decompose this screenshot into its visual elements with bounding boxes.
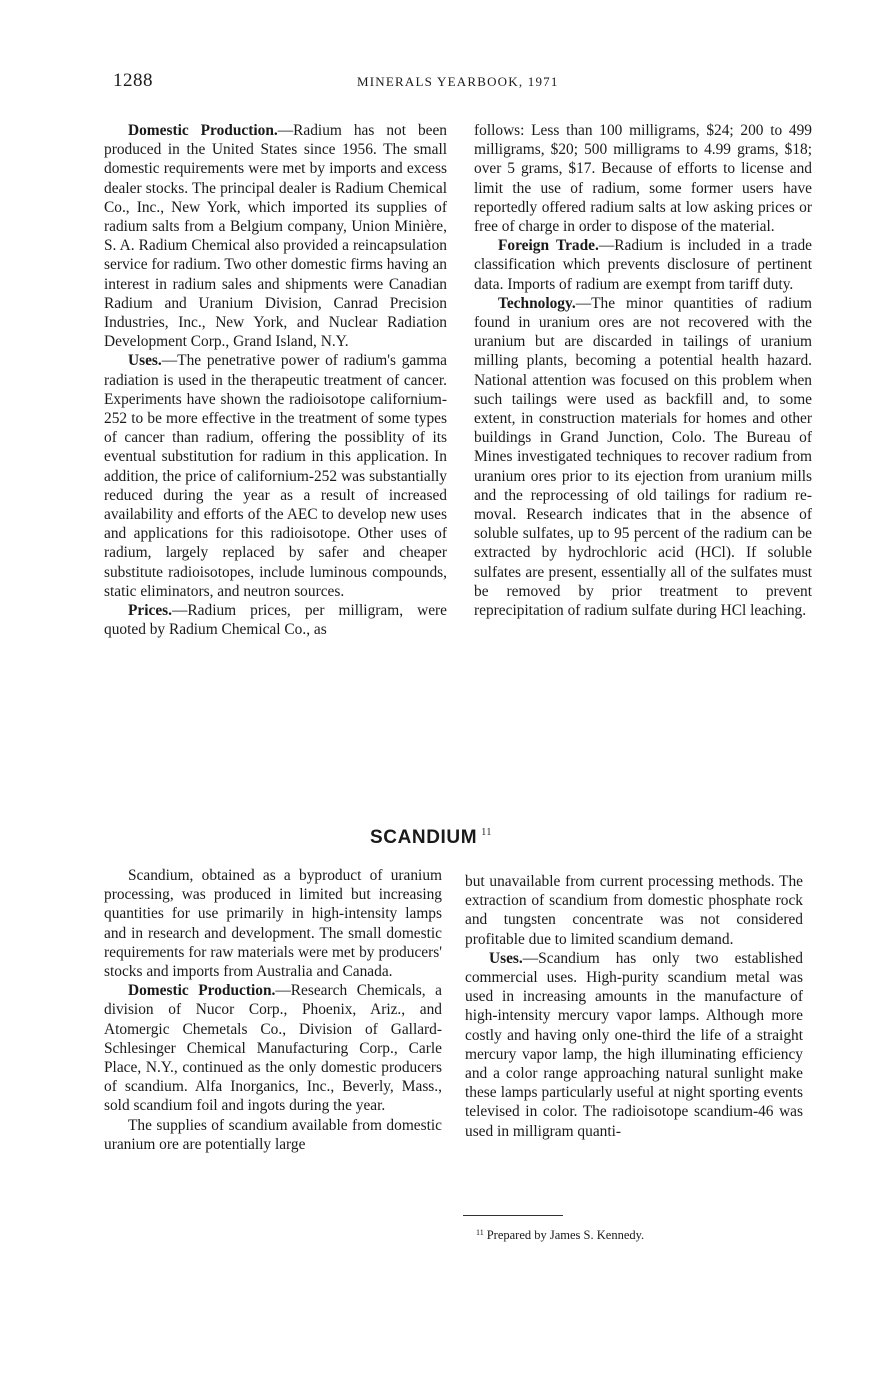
footnote-text: Prepared by James S. Kennedy.: [486, 1228, 645, 1242]
paragraph-text: —The minor quantities of radium found in uranium ores are not recovered with the uranium but are discarded in tailings of uranium milling plants, becoming a potential health hazard. National attention was focused on this problem when such tailings were used as backfill and, to some extent, in construction materials for homes and other buildings in Grand Junction, Colo. The Bureau of Mines investigated techniques to recover radium from uranium ores prior to its ejection from uranium mills and the reprocessing of old tailings for radium removal. Research indicates that in the absence of soluble sulfates, up to 95 percent of the radium can be extracted by hydrochloric acid (HCl). If soluble sulfates are present, essentially all of the sulfates must be removed by prior treatment to prevent reprecipitation of radium sulfate during HCl leaching.: [474, 294, 812, 620]
paragraph-text: —Radium has not been produced in the United States since 1956. The small domestic requirements were met by imports and excess dealer stocks. The principal dealer is Radium Chemical Co., Inc., New York, which imported its supplies of radium salts from a Belgium company, Union Minière, S. A. Radium Chemical also provided a reincapsulation service for radium. Two other domestic firms having an interest in radium sales and shipments were Canadian Radium and Uranium Division, Canrad Precision Industries, Inc., New York, and Nuclear Radiation Development Corp., Grand Island, N.Y.: [104, 122, 447, 351]
run-in-heading: Foreign Trade.: [498, 237, 599, 255]
footnote-reference: 11: [481, 827, 493, 838]
scandium-domestic-production-paragraph: [104, 981, 442, 1115]
footnote-number: 11: [476, 1228, 484, 1237]
radium-prices-paragraph: [104, 601, 447, 639]
run-in-heading: Uses.: [489, 949, 523, 967]
radium-prices-continuation: follows: Less than 100 milligrams, $24; 200 to 499 milligrams, $20; 500 milligrams to 4.99 grams, $18; over 5 grams, $17. Because of efforts to license and limit the use of radium, some former users have reportedly offered radium salts at low asking prices or free of charge in order to dispose of the material.: [474, 122, 812, 236]
footnote-divider: [463, 1215, 563, 1216]
run-in-heading: Domestic Production.: [128, 122, 278, 139]
paragraph-text: —Research Chemicals, a division of Nucor Corp., Phoenix, Ariz., and Atomergic Chemetals Co., Division of Gallard-Schlesinger Chemical Manufacturing Corp., Carle Place, N.Y., continued as the only domestic producers of scandium. Alfa Inorganics, Inc., Beverly, Mass., sold scandium foil and ingots during the year.: [104, 982, 442, 1115]
paragraph-text: —Radium is included in a trade classification which prevents disclosure of pertinent data. Imports of radium are exempt from tariff duty.: [474, 237, 812, 293]
run-in-heading: Technology.: [498, 294, 576, 312]
paragraph-text: —Scandium has only two established commercial uses. High-purity scandium metal was used in increasing amounts in the manufacture of high-intensity mercury vapor lamps. Although more costly and having only one-third the life of a straight mercury vapor lamp, the high illuminating efficiency and a color range approaching natural sunlight make these lamps particularly useful at night sporting events televised in color. The radioisotope scandium-46 was used in milligram quanti-: [465, 949, 803, 1140]
scandium-intro-paragraph: Scandium, obtained as a byproduct of uranium processing, was produced in limited but increasing quantities for use primarily in high-intensity lamps and in research and development. The small domestic requirements for raw materials were met by producers' stocks and imports from Australia and Canada.: [104, 867, 442, 981]
run-in-heading: Domestic Production.: [128, 982, 276, 1000]
paragraph-text: —The penetrative power of radium's gamma radiation is used in the therapeutic treatment of cancer. Experiments have shown the radioisotope californium-252 to be more effective in the treatment of some types of cancer than radium, offering the possiblity of its eventual substitution for radium in this application. In addition, the price of californium-252 was substantially reduced during the year as a result of increased availability and efforts of the AEC to develop new uses and applications for this radioisotope. Other uses of radium, largely replaced by safer and cheaper substitute radioisotopes, include luminous compounds, static eliminators, and neutron sources.: [104, 352, 447, 600]
scandium-uses-paragraph: [465, 949, 803, 1141]
scandium-supplies-paragraph: The supplies of scandium available from domestic uranium ore are potentially large: [104, 1116, 442, 1153]
scandium-right-column: [465, 872, 803, 1141]
run-in-heading: Uses.: [128, 352, 162, 370]
section-heading-scandium: [370, 827, 570, 849]
radium-domestic-production-paragraph: [104, 121, 447, 351]
scandium-supplies-continuation: but unavailable from current processing methods. The extraction of scandium from domestic phosphate rock and tungsten concentrate was not considered profitable due to limited scandium demand.: [465, 873, 803, 948]
radium-foreign-trade-paragraph: [474, 236, 812, 294]
radium-technology-paragraph: [474, 294, 812, 620]
radium-right-column: [474, 121, 812, 620]
scandium-left-column: [104, 866, 442, 1154]
run-in-heading: Prices.: [128, 602, 173, 620]
radium-uses-paragraph: [104, 351, 447, 601]
radium-left-column: [104, 121, 447, 639]
section-title: SCANDIUM: [370, 827, 478, 848]
running-head: MINERALS YEARBOOK, 1971: [357, 74, 559, 89]
paragraph-text: —Radium prices, per milligram, were quoted by Radium Chemical Co., as: [104, 602, 447, 639]
page-number: 1288: [113, 70, 153, 91]
footnote: [476, 1225, 644, 1243]
